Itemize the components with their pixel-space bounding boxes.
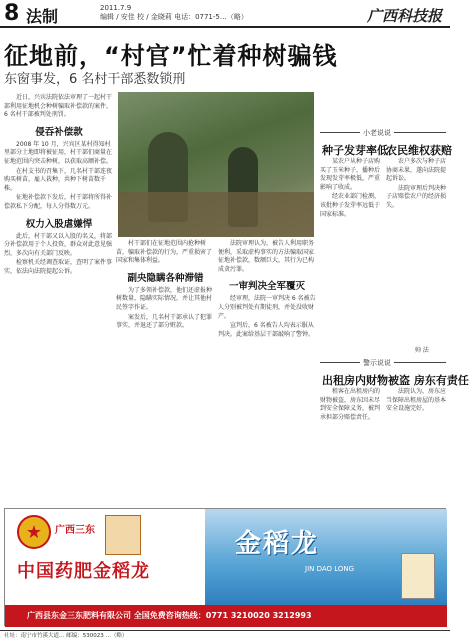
right-column-header-label-2: 警示说说 — [360, 358, 394, 368]
product-package-icon — [105, 515, 141, 555]
page-footer: 社址：南宁市竹溪大道… 邮编：530023 …（略） — [0, 630, 450, 640]
right-column-header-2 — [320, 359, 446, 367]
section-name: 法制 — [26, 7, 59, 26]
section-heading: 副央隐瞒各种滞错 — [127, 272, 204, 284]
page-number: 8 — [4, 1, 20, 26]
headline: 征地前，“村官”忙着种树骗钱 — [4, 42, 338, 70]
issue-date: 2011.7.9 — [100, 4, 132, 12]
article-photo — [118, 92, 314, 237]
paper-name: 广西科技报 — [366, 7, 442, 25]
section-heading: 权力入股虐嫌悍 — [25, 218, 93, 230]
right-column-header — [320, 129, 446, 137]
star-logo-icon: ★ — [17, 515, 51, 549]
subheadline: 东窗事发，6 名村干部悉数锁刑 — [4, 72, 186, 87]
page-header — [0, 0, 450, 28]
right-column-text-4: 法院认为，房东应当保障出租房屋的基本安全设施完好。 — [386, 388, 447, 413]
editor-info: 编辑 / 安佳 校 / 金晓莉 电话：0771-5…（略） — [100, 13, 248, 21]
header-info — [100, 4, 248, 22]
right-column-text-2: 农户多次与种子店协商未果，遂向法院提起诉讼。 法院审理后判决种子店赔偿农户的经济损失。 — [386, 158, 447, 209]
author-name: 帅 法 — [415, 347, 429, 354]
article-column-2: 村干部们在征地范围内抢种树苗，骗取补偿款的行为，严重损害了国家和集体利益。 副央隐瞒各种滞错 为了多领补偿款，他们还虚报种树数量，隐瞒实际情况，并让其他村民签字作证。 案发后，几名村干部承认了犯罪事实，并退还了部分赃款。 — [116, 240, 215, 506]
article-column-3: 法院审理认为，被告人利用职务便利，采取虚构事实的方法骗取国家征地补偿款，数额巨大，其行为已构成贪污罪。 一审判决全军覆灭 经审理，法院一审判决 6 名被告人分别被判处有期徒刑，并处没收财产。 宣判后，6 名被告人均表示服从判决。此案给基层干部敲响了警钟。 — [218, 240, 316, 338]
ad-sub-slogan: JIN DAO LONG — [305, 565, 355, 573]
right-article-title-b: 农民维权获赔 — [386, 144, 452, 157]
ad-left-panel — [5, 509, 205, 605]
ad-contact-bar: 广西县东金三东肥料有限公司 全国免费咨询热线：0771 3210020 3212993 — [5, 605, 447, 627]
right-column-text-1: 某农户从种子店购买了玉米种子，播种后发现发芽率极低，严重影响了收成。 经农业部门检测，该批种子发芽率远低于国家标准。 — [320, 158, 381, 218]
section-heading: 侵吞补偿款 — [35, 126, 83, 138]
advertisement — [4, 508, 446, 626]
ad-brand: 中国药肥金稻龙 — [17, 561, 150, 582]
right-column-text-3: 租客在出租房内的财物被盗，房东因未尽到安全保障义务，被判承担部分赔偿责任。 — [320, 388, 381, 421]
right-article-title-a: 种子发芽率低 — [322, 144, 388, 157]
fertilizer-bag-icon — [401, 553, 435, 599]
article-column-1: 近日，兴宾法院依法审理了一起村干部利用征地机会种树骗取补偿款的案件，6 名村干部被判处刑罚。 侵吞补偿款 2008 年 10 月，兴宾区某村得知村里部分土地即将被征用，村干部们商量在征地范围内突击种树，以获取高额补偿。 在村支书的召集下，几名村干部连夜购买树苗，雇人栽种，共种下树苗数千株。 征地补偿款下发后，村干部将所得补偿款私下分配，每人分得数万元。 权力入股虐嫌悍 此后，村干部又以入股的名义，将部分补偿款用于个人投资，群众对此意见强烈，多次向有关部门反映。 检察机关经调查取证，查明了案件事实，依法向法院提起公诉。 — [4, 94, 113, 275]
right-column-header-label: 小老说说 — [360, 128, 394, 138]
ad-big-slogan: 金稻龙 — [235, 529, 320, 559]
section-heading: 一审判决全军覆灭 — [228, 281, 305, 293]
ad-logo-text: 广西三东 — [55, 525, 95, 536]
right-article-title-c: 出租房内财物被盗 房东有责任 — [322, 374, 469, 387]
